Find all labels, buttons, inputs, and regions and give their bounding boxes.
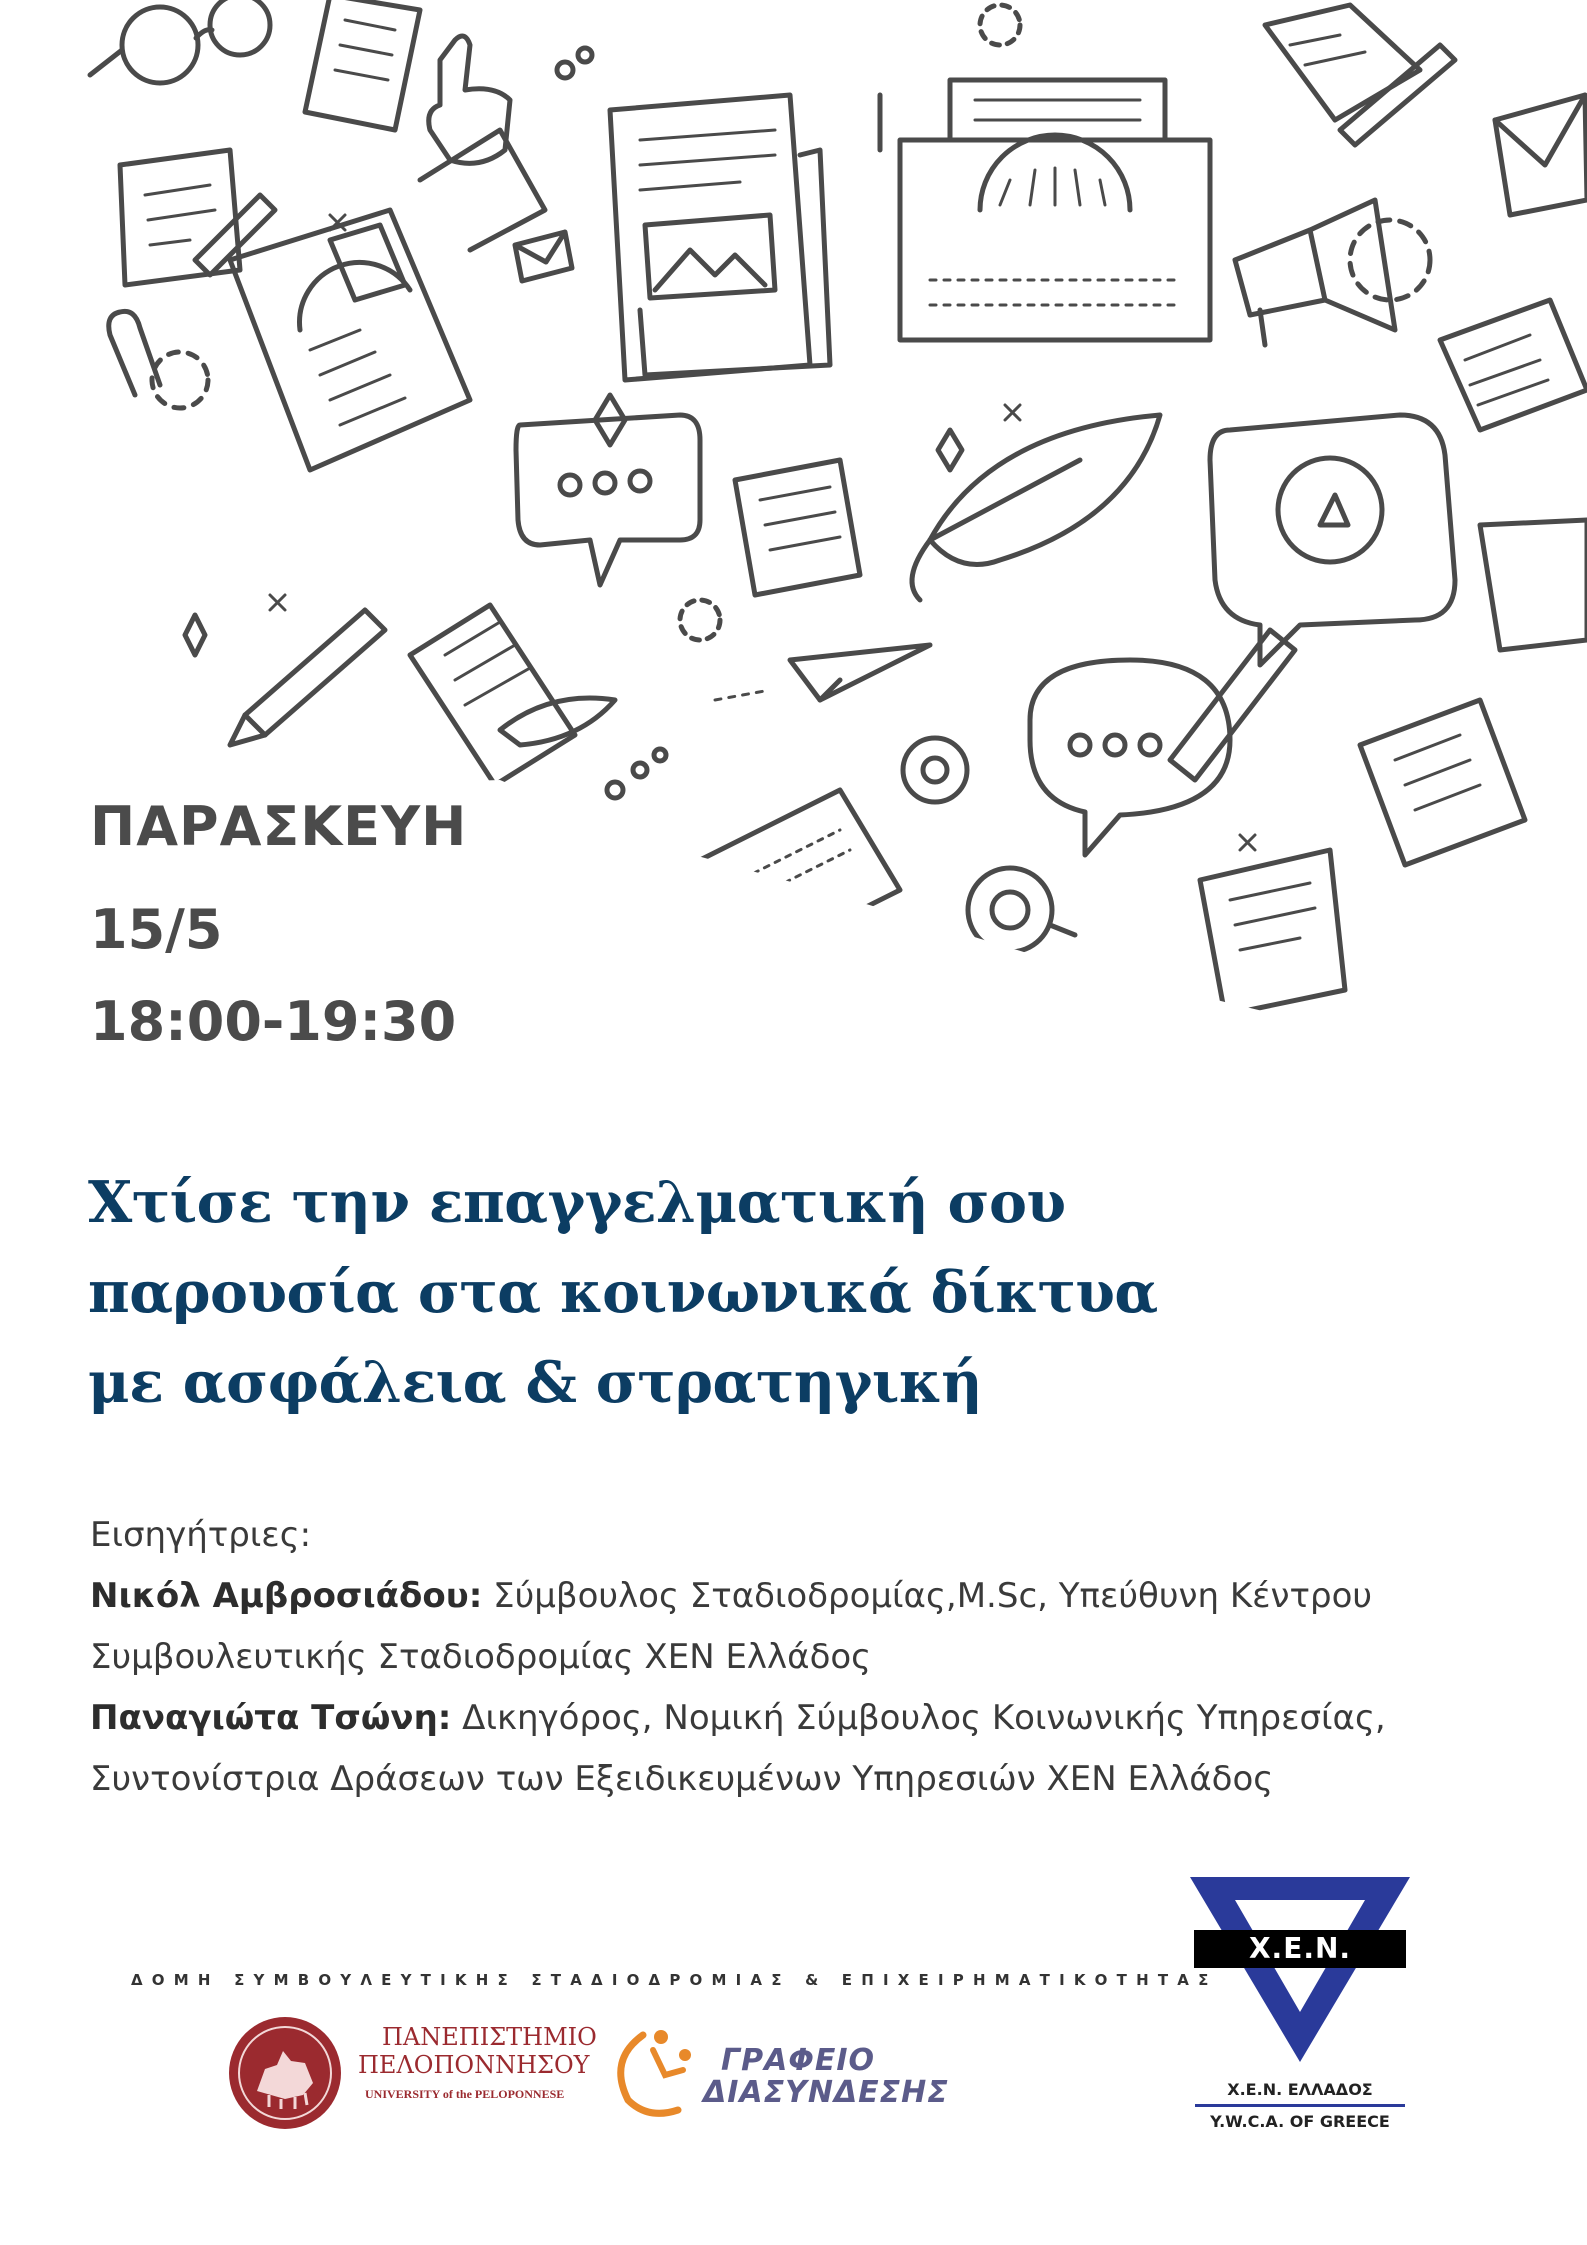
event-title-line: παρουσία στα κοινωνικά δίκτυα xyxy=(88,1259,1158,1326)
event-date: 15/5 xyxy=(90,898,223,961)
career-office-logo-icon xyxy=(603,2015,713,2125)
speaker-2-line xyxy=(90,1688,1510,1749)
career-office-caption: ΔΟΜΗ ΣΥΜΒΟΥΛΕΥΤΙΚΗΣ ΣΤΑΔΙΟΔΡΟΜΙΑΣ & ΕΠΙΧΕΙΡΗΜΑΤΙΚΟΤΗΤΑΣ xyxy=(131,1971,1218,1989)
ywca-badge: Χ.Ε.Ν. xyxy=(1194,1930,1406,1968)
event-title xyxy=(88,1158,1388,1428)
university-name-line: ΠΕΛΟΠΟΝΝΗΣΟΥ xyxy=(358,2051,590,2079)
event-title-line: με ασφάλεια & στρατηγική xyxy=(88,1349,983,1416)
speaker-2-name: Παναγιώτα Τσώνη: xyxy=(90,1698,452,1738)
partner-logos xyxy=(125,1965,1218,2135)
speakers-section xyxy=(90,1505,1510,1810)
speaker-1-role-cont: Συμβουλευτικής Σταδιοδρομίας ΧΕΝ Ελλάδος xyxy=(90,1637,872,1677)
background-wedge xyxy=(0,0,1587,1060)
speakers-heading: Εισηγήτριες: xyxy=(90,1515,312,1555)
speaker-2-role: Δικηγόρος, Νομική Σύμβουλος Κοινωνικής Υπηρεσίας, xyxy=(451,1698,1386,1738)
event-title-line: Χτίσε την επαγγελματική σου xyxy=(88,1169,1066,1236)
ywca-name-english: Y.W.C.A. OF GREECE xyxy=(1210,2112,1390,2131)
career-office-name-line: ΓΡΑΦΕΙΟ xyxy=(721,2043,875,2078)
ywca-logo xyxy=(1185,1872,1415,2137)
career-office-name xyxy=(703,2045,949,2109)
speaker-1-name: Νικόλ Αμβροσιάδου: xyxy=(90,1576,483,1616)
event-time: 18:00-19:30 xyxy=(90,990,457,1053)
speaker-2-role-cont: Συντονίστρια Δράσεων των Εξειδικευμένων Υπηρεσιών ΧΕΝ Ελλάδος xyxy=(90,1759,1274,1799)
university-name-english: UNIVERSITY of the PELOPONNESE xyxy=(365,2087,565,2101)
university-name-greek xyxy=(358,2023,597,2079)
career-office-name-line: ΔΙΑΣΥΝΔΕΣΗΣ xyxy=(703,2075,949,2110)
ywca-name-greek: Χ.Ε.Ν. ΕΛΛΑΔΟΣ xyxy=(1227,2080,1373,2099)
ywca-triangle-icon xyxy=(1185,1872,1415,2072)
ywca-divider xyxy=(1195,2104,1405,2107)
speaker-1-line xyxy=(90,1566,1510,1627)
university-seal-icon xyxy=(225,2013,345,2133)
event-day: ΠΑΡΑΣΚΕΥΗ xyxy=(90,795,468,858)
speaker-1-role: Σύμβουλος Σταδιοδρομίας,M.Sc, Υπεύθυνη Κέντρου xyxy=(482,1576,1373,1616)
university-name-line: ΠΑΝΕΠΙΣΤΗΜΙΟ xyxy=(382,2023,597,2051)
